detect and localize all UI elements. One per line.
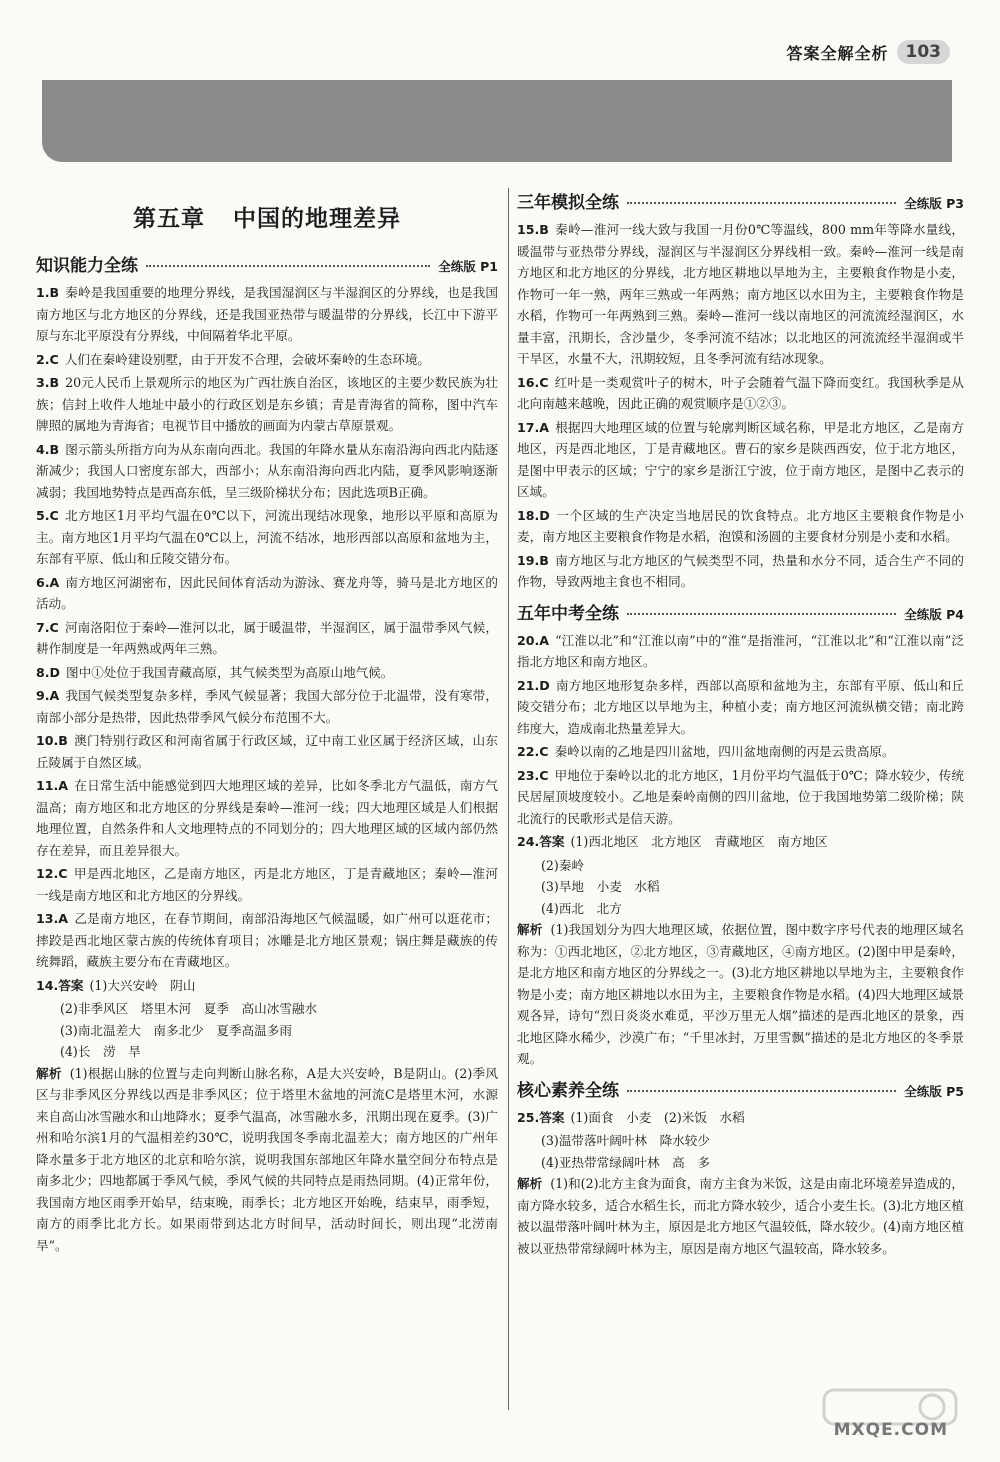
explanation-label: 解析 <box>36 1065 62 1081</box>
answer-text: 人们在秦岭建设别墅，由于开发不合理，会破坏秦岭的生态环境。 <box>64 351 431 367</box>
answer-number: 2.C <box>36 351 59 367</box>
section-leader-dots <box>146 265 430 267</box>
explanation <box>517 919 964 1070</box>
answer-item <box>36 975 498 997</box>
answer-number: 12.C <box>36 866 68 881</box>
answer-number: 9.A <box>36 688 60 703</box>
answer-item <box>36 617 498 660</box>
section-title: 三年模拟全练 <box>517 193 619 213</box>
answer-text: “江淮以北”和“江淮以南”中的“淮”是指淮河，“江淮以北”和“江淮以南”泛指北方地区和南方地区。 <box>517 632 964 669</box>
answer-text: 南方地区与北方地区的气候类型不同，热量和水分不同，适合生产不同的作物，导致两地主食也不相同。 <box>517 552 964 589</box>
section-page-ref: 全练版 P3 <box>904 196 964 211</box>
answer-text: 秦岭—淮河一线大致与我国一月份0℃等温线，800 mm年等降水量线，暖温带与亚热带分界线，湿润区与半湿润区分界线相一致。秦岭—淮河一线是南方地区和北方地区的分界线，北方地区耕地以旱地为主，主要粮食作物是小麦，作物可一年一熟，两年三熟或一年两熟；南方地区以水田为主，主要粮食作物是水稻，作物可一年两熟到三熟。秦岭—淮河一线以南地区的河流流经湿润区，水量丰富，汛期长，含沙量少，冬季河流不结冰；以北地区的河流流经半湿润或半干旱区，水量不大，汛期较短，且冬季河流有结冰现象。 <box>517 222 964 366</box>
section-heading <box>36 251 498 276</box>
answer-number: 6.A <box>36 574 60 590</box>
answer-item <box>517 372 964 415</box>
section-page-ref: 全练版 P1 <box>438 259 498 274</box>
answer-number: 18.D <box>517 507 550 523</box>
answer-item <box>517 550 964 593</box>
answer-part: (2)非季风区 塔里木河 夏季 高山冰雪融水 <box>60 1001 318 1016</box>
answer-part: (1)面食 小麦 (2)米饭 水稻 <box>570 1109 745 1125</box>
answer-text: 澳门特别行政区和河南省属于行政区域，辽中南工业区属于经济区域，山东丘陵属于自然区域。 <box>36 733 498 770</box>
answer-item <box>517 630 964 673</box>
answer-number: 22.C <box>517 744 549 759</box>
answer-item <box>36 908 498 973</box>
answer-text: 根据四大地理区域的位置与轮廓判断区域名称，甲是北方地区，乙是南方地区，丙是西北地区，丁是青藏地区。曹石的家乡是陕西西安，位于北方地区，是图中甲表示的区域；宁宁的家乡是浙江宁波，位于南方地区，是图中乙表示的区域。 <box>517 419 964 499</box>
answer-number: 13.A <box>36 911 69 926</box>
answer-text: 图示箭头所指方向为从东南向西北。我国的年降水量从东南沿海向西北内陆逐渐减少；我国人口密度东部大，西部小；从东南沿海向西北内陆，夏季风影响逐渐减弱；我国地势特点是西高东低，呈三级阶梯状分布；因此选项B正确。 <box>36 441 498 500</box>
answer-part: (3)南北温差大 南多北少 夏季高温多雨 <box>60 1022 292 1038</box>
answer-item <box>517 1107 964 1129</box>
explanation-label: 解析 <box>517 1176 543 1191</box>
right-column <box>508 188 964 1410</box>
explanation <box>36 1063 498 1257</box>
answer-number: 7.C <box>36 619 59 635</box>
section-page-ref: 全练版 P4 <box>904 606 964 622</box>
answer-item <box>517 417 964 503</box>
answer-item <box>36 372 498 437</box>
answer-number: 17.A <box>517 419 550 435</box>
left-column <box>36 188 498 1410</box>
answer-item <box>36 572 498 615</box>
answer-number: 10.B <box>36 733 68 748</box>
answer-text: 在日常生活中能感觉到四大地理区域的差异，比如冬季北方气温低，南方气温高；南方地区和北方地区的分界线是秦岭—淮河一线；四大地理区域是人们根据地理位置，自然条件和人文地理特点的不同划分的；四大地理区域的区域内部仍然存在差异，而且差异很大。 <box>36 778 498 858</box>
answer-item <box>36 349 498 371</box>
section-title: 知识能力全练 <box>36 256 138 276</box>
answer-number: 1.B <box>36 285 60 300</box>
section-title: 五年中考全练 <box>517 603 619 624</box>
answer-part: (3)温带落叶阔叶林 降水较少 <box>541 1133 710 1148</box>
answer-number: 11.A <box>36 778 69 793</box>
answer-text: 乙是南方地区，在春节期间，南部沿海地区气候温暖，如广州可以逛花市；摔跤是西北地区蒙古族的传统体育项目；冰雕是北方地区景观；锅庄舞是藏族的传统舞蹈，藏族主要分布在青藏地区。 <box>36 911 498 969</box>
answer-part: (1)西北地区 北方地区 青藏地区 南方地区 <box>570 834 828 849</box>
answer-item <box>36 730 498 773</box>
explanation-text: (1)根据山脉的位置与走向判断山脉名称，A是大兴安岭，B是阴山。(2)季风区与非季风区分界线以西是非季风区；位于塔里木盆地的河流C是塔里木河，水源来自高山冰雪融水和山地降水；夏季气温高，冰雪融水多，汛期出现在夏季。(3)广州和哈尔滨1月的气温相差约30℃，说明我国冬季南北温差大；南方地区的广州年降水量多于北方地区的北京和哈尔滨，说明我国东部地区年降水量空间分布特点是南多北少；四地都属于季风气候，季风气候的共同特点是雨热同期。(4)正常年份，我国南方地区雨季开始早，结束晚，雨季长；北方地区开始晚，结束早，雨季短，南方的雨季比北方长。如果雨带到达北方时间早，活动时间长，则出现“北涝南旱”。 <box>36 1065 498 1253</box>
section-title: 核心素养全练 <box>517 1080 619 1101</box>
answer-text: 河南洛阳位于秦岭—淮河以北，属于暖温带，半湿润区，属于温带季风气候，耕作制度是一年两熟或两年三熟。 <box>36 619 498 656</box>
watermark-text: MXQE.COM <box>833 1420 948 1440</box>
answer-number: 21.D <box>517 677 550 693</box>
answer-item <box>36 662 498 684</box>
answer-text: 一个区域的生产决定当地居民的饮食特点。北方地区主要粮食作物是小麦，南方地区主要粮食作物是水稻，泡馍和汤圆的主要食材分别是小麦和水稻。 <box>517 507 964 544</box>
answer-part: (4)亚热带常绿阔叶林 高 多 <box>541 1154 710 1170</box>
answer-item <box>36 282 498 347</box>
answer-number: 20.A <box>517 632 550 648</box>
answer-part: (3)旱地 小麦 水稻 <box>541 879 660 894</box>
header-title: 答案全解全析 <box>786 43 889 63</box>
section-leader-dots <box>627 202 896 204</box>
answer-text: 图中①处位于我国青藏高原，其气候类型为高原山地气候。 <box>66 664 394 680</box>
answer-item <box>517 741 964 763</box>
section-leader-dots <box>627 613 896 615</box>
answer-part: (2)秦岭 <box>541 857 585 873</box>
page-number: 103 <box>897 40 951 64</box>
answer-item <box>36 775 498 861</box>
answer-number: 16.C <box>517 374 549 390</box>
answer-item <box>517 765 964 830</box>
answer-item <box>36 685 498 728</box>
section-page-ref: 全练版 P5 <box>904 1083 964 1099</box>
content-columns <box>36 188 964 1410</box>
answer-text: 甲地位于秦岭以北的北方地区，1月份平均气温低于0℃；降水较少，传统民居屋顶坡度较小。乙地是秦岭南侧的四川盆地，位于我国地势第二级阶梯；陕北流行的民歌形式是信天游。 <box>517 767 964 826</box>
section-heading <box>517 599 964 624</box>
chapter-title: 中国的地理差异 <box>233 206 401 232</box>
answer-number: 14.答案 <box>36 977 84 993</box>
section-leader-dots <box>627 1090 896 1092</box>
answer-item <box>517 675 964 740</box>
answer-item <box>36 505 498 570</box>
answer-text: 我国气候类型复杂多样，季风气候显著；我国大部分位于北温带，没有寒带，南部小部分是热带，因此热带季风气候分布范围不大。 <box>36 688 498 725</box>
answer-text: 南方地区河湖密布，因此民间体育活动为游泳、赛龙舟等，骑马是北方地区的活动。 <box>36 574 498 611</box>
answer-text: 20元人民币上景观所示的地区为广西壮族自治区，该地区的主要少数民族为壮族；信封上收件人地址中最小的行政区划是东乡镇；青是青海省的简称，图中汽车牌照的属地为青海省；电视节目中播放的画面为内蒙古草原景观。 <box>36 375 498 433</box>
explanation <box>517 1173 964 1259</box>
answer-number: 5.C <box>36 508 59 523</box>
chapter-heading <box>36 200 498 233</box>
answer-item <box>517 219 964 370</box>
section-heading <box>517 188 964 213</box>
chapter-label: 第五章 <box>133 206 205 232</box>
answer-text: 红叶是一类观赏叶子的树木，叶子会随着气温下降而变红。我国秋季是从北向南越来越晚，因此正确的观赏顺序是①②③。 <box>517 374 964 411</box>
answer-number: 4.B <box>36 441 60 457</box>
answer-number: 24.答案 <box>517 834 565 849</box>
answer-item <box>36 863 498 906</box>
explanation-text: (1)我国划分为四大地理区域，依据位置，图中数字序号代表的地理区域名称为：①西北地区，②北方地区，③青藏地区，④南方地区。(2)图中甲是秦岭，是北方地区和南方地区的分界线之一。(3)北方地区耕地以旱地为主，主要粮食作物是小麦；南方地区耕地以水田为主，主要粮食作物是水稻。(4)四大地理区域景观各异，诗句“烈日炎炎水难觅，平沙万里无人烟”描述的是西北地区的景象，西北地区降水稀少，沙漠广布；“千里冰封，万里雪飘”描述的是北方地区的冬季景观。 <box>517 922 964 1066</box>
answer-text: 秦岭以南的乙地是四川盆地，四川盆地南侧的丙是云贵高原。 <box>554 744 895 759</box>
answer-item <box>36 439 498 504</box>
answer-text: 秦岭是我国重要的地理分界线，是我国湿润区与半湿润区的分界线，也是我国南方地区与北方地区的分界线，还是我国亚热带与暖温带的分界线，长江中下游平原与东北平原没有分界线，中间隔着华北平原。 <box>36 285 498 343</box>
answer-item <box>517 505 964 548</box>
answer-text: 北方地区1月平均气温在0℃以下，河流出现结冰现象，地形以平原和高原为主。南方地区1月平均气温在0℃以上，河流不结冰，地形西部以高原和盆地为主，东部有平原、低山和丘陵交错分布。 <box>36 508 498 566</box>
answer-item <box>517 831 964 853</box>
answer-part: (4)长 涝 旱 <box>60 1044 141 1059</box>
answer-number: 15.B <box>517 222 549 237</box>
answer-text: 甲是西北地区，乙是南方地区，丙是北方地区，丁是青藏地区；秦岭—淮河一线是南方地区和北方地区的分界线。 <box>36 866 498 903</box>
explanation-text: (1)和(2)北方主食为面食，南方主食为米饭，这是由南北环境差异造成的，南方降水较多，适合水稻生长，而北方降水较少，适合小麦生长。(3)北方地区植被以温带落叶阔叶林为主，原因是北方地区气温较低，降水较少。(4)南方地区植被以亚热带常绿阔叶林为主，原因是南方地区气温较高，降水较多。 <box>517 1176 964 1256</box>
header-banner <box>42 80 952 162</box>
answer-number: 23.C <box>517 767 549 783</box>
answer-text: 南方地区地形复杂多样，西部以高原和盆地为主，东部有平原、低山和丘陵交错分布；北方地区以旱地为主，种植小麦；南方地区河流纵横交错；南北跨纬度大，造成南北热量差异大。 <box>517 677 964 736</box>
page-header <box>786 40 950 64</box>
answer-number: 3.B <box>36 375 60 390</box>
answer-number: 19.B <box>517 552 549 568</box>
answer-part: (1)大兴安岭 阴山 <box>89 977 196 993</box>
section-heading <box>517 1076 964 1101</box>
answer-number: 8.D <box>36 664 61 680</box>
explanation-label: 解析 <box>517 922 543 937</box>
answer-number: 25.答案 <box>517 1109 565 1125</box>
answer-part: (4)西北 北方 <box>541 900 622 916</box>
